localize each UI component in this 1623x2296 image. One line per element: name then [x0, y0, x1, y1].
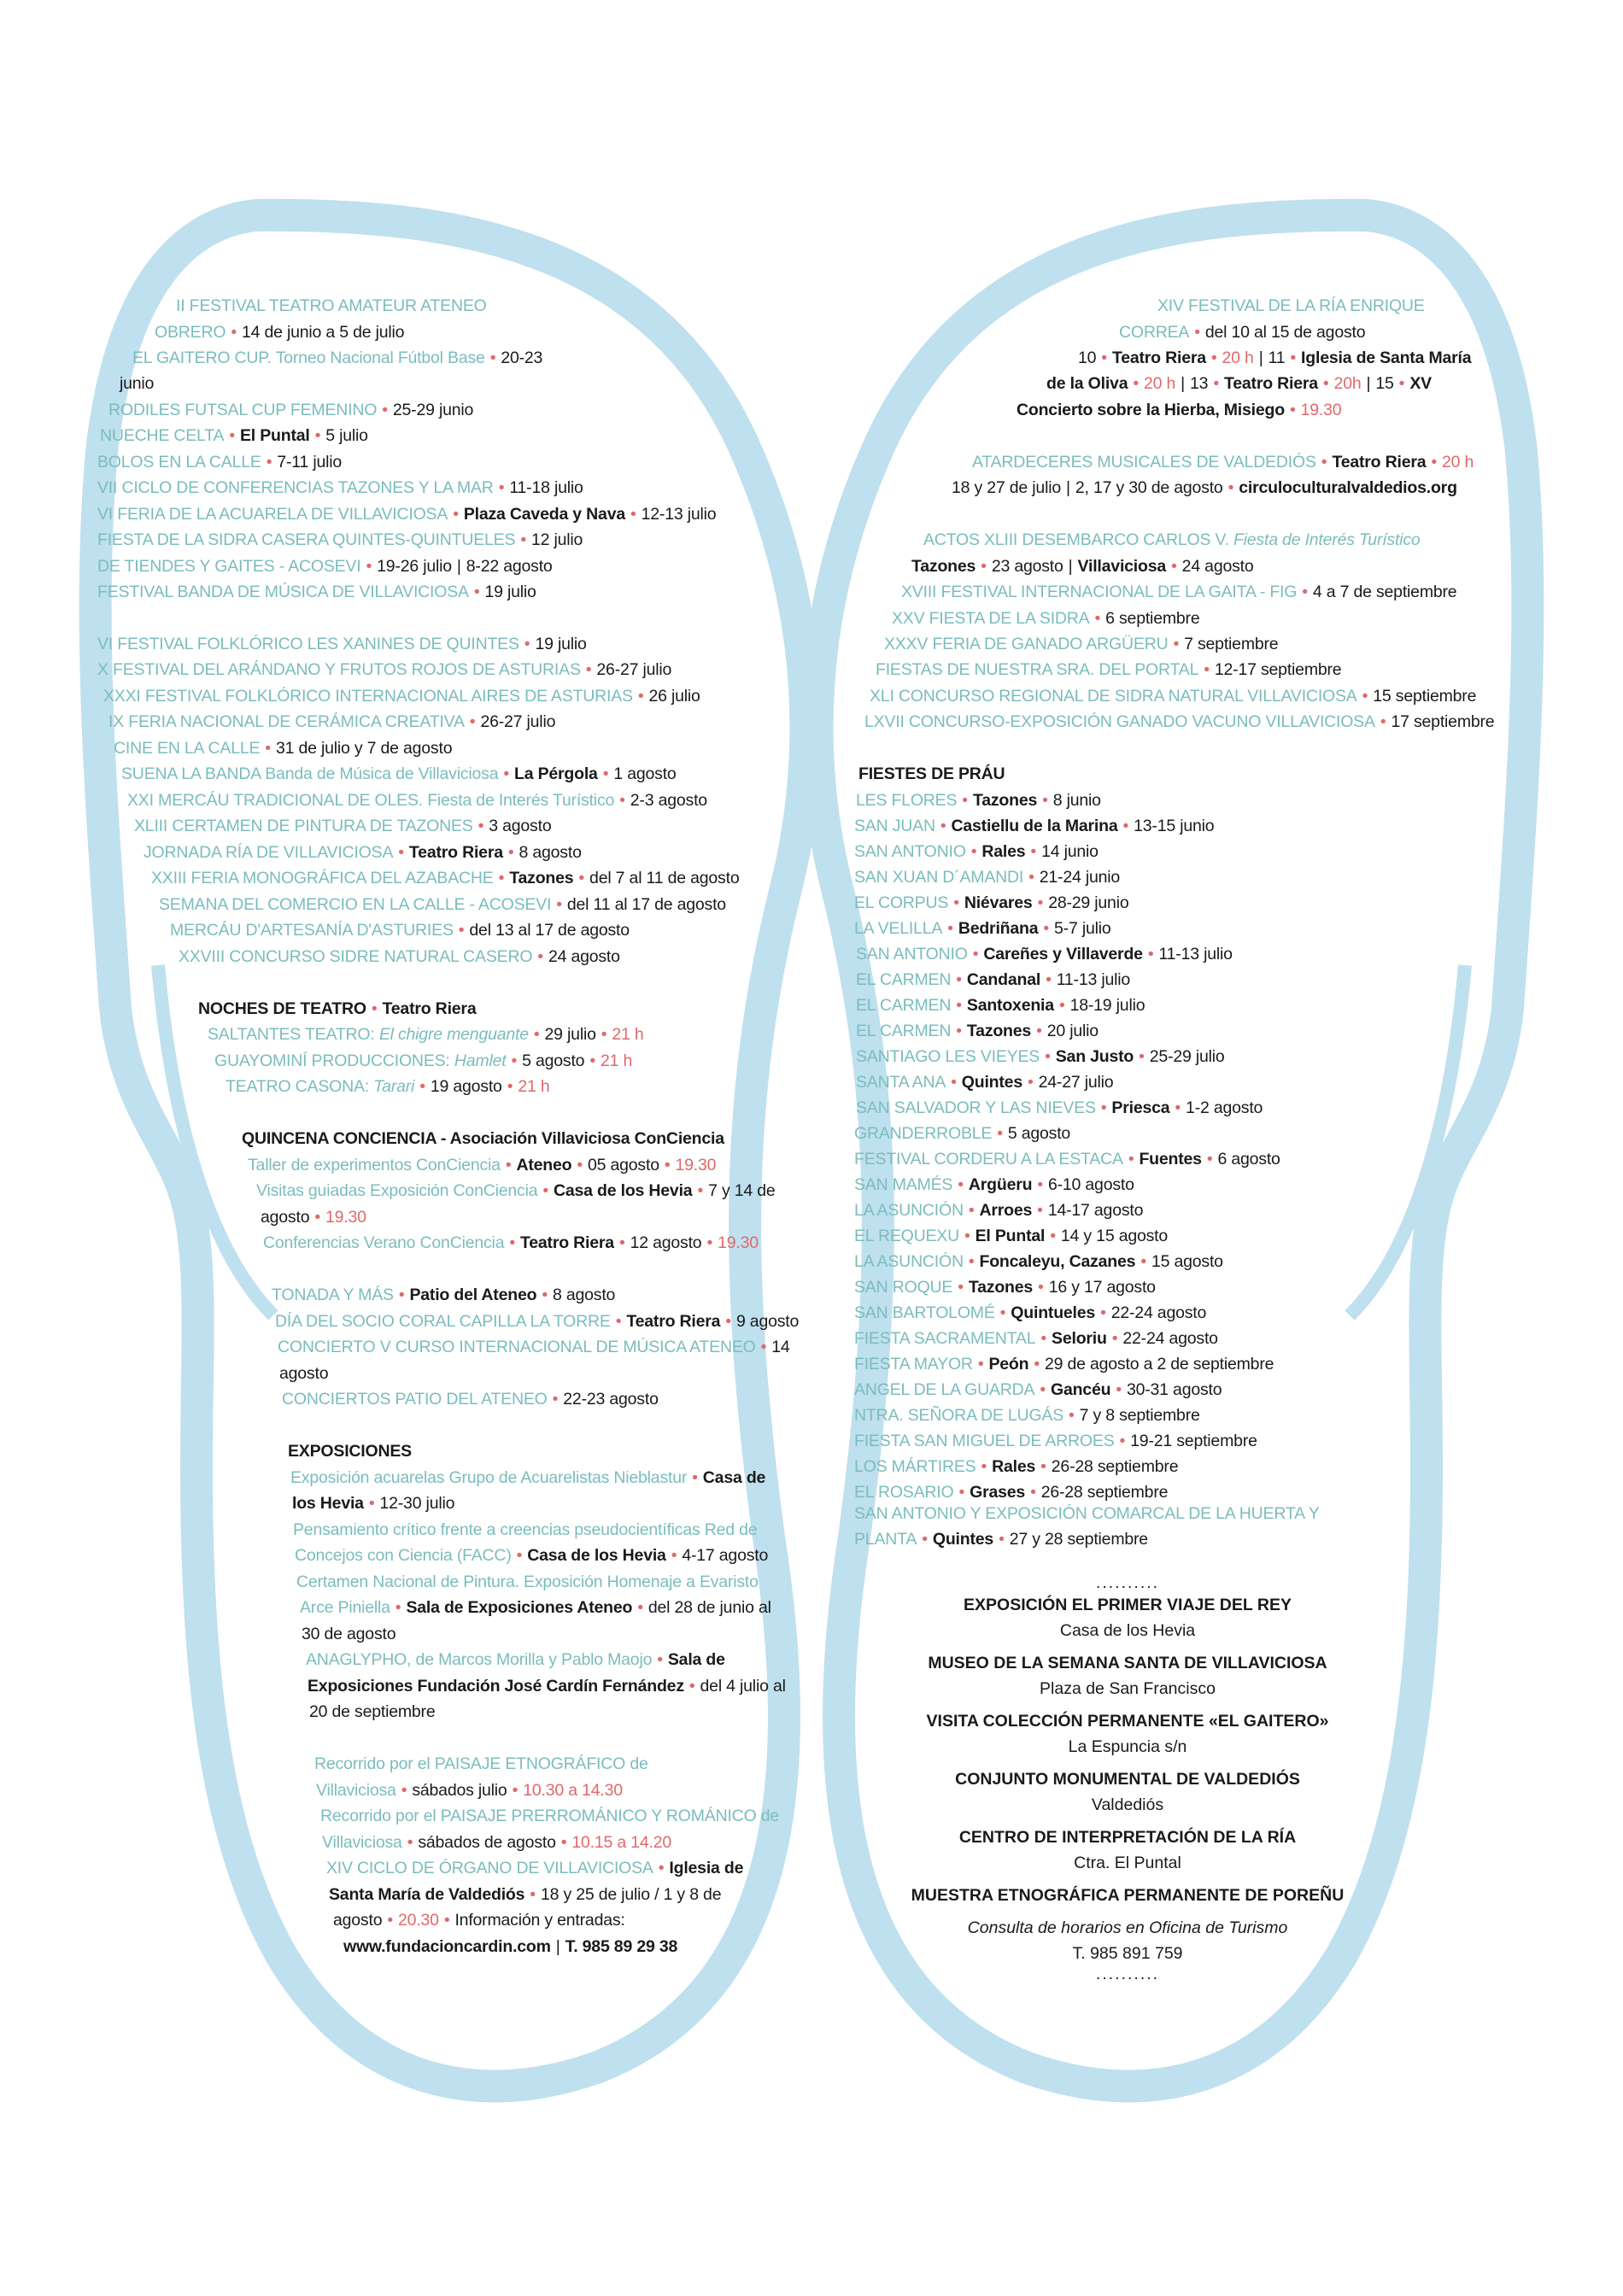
bullet: •	[947, 919, 953, 938]
event-line: Concierto sobre la Hierba, Misiego • 19.30	[1017, 401, 1342, 419]
fiesta-date: 16 y 17 agosto	[1048, 1278, 1156, 1297]
fiesta-name: FESTIVAL CORDERU A LA ESTACA	[854, 1150, 1123, 1168]
website-link[interactable]: www.fundacioncardin.com	[343, 1937, 551, 1956]
fiesta-row	[856, 1044, 1225, 1070]
event-line: Concejos con Ciencia (FACC) • Casa de los Hevia • 4-17 agosto	[295, 1546, 769, 1565]
fiesta-row	[854, 1121, 1070, 1147]
event-line: Villaviciosa • sábados de agosto • 10.15 a 14.20	[322, 1833, 672, 1852]
event-line: agosto • 19.30	[261, 1208, 366, 1227]
permanent-visits	[888, 1573, 1367, 1982]
fiesta-row	[854, 864, 1120, 891]
fiesta-row	[854, 1274, 1156, 1301]
event-line: XIV CICLO DE ÓRGANO DE VILLAVICIOSA • Iglesia de	[326, 1859, 744, 1877]
fiesta-date: 24-27 julio	[1038, 1073, 1114, 1092]
fiesta-row	[854, 1172, 1134, 1198]
fiesta-place: Quintes	[961, 1073, 1022, 1092]
fiesta-row	[854, 890, 1128, 917]
bullet: •	[1040, 1329, 1047, 1348]
fiesta-row	[854, 1300, 1206, 1327]
fiesta-name: SAN JUAN	[854, 817, 935, 835]
event-line: DÍA DEL SOCIO CORAL CAPILLA LA TORRE • Teatro Riera • 9 agosto	[275, 1312, 800, 1331]
museum-title: CENTRO DE INTERPRETACIÓN DE LA RÍA	[958, 1828, 1297, 1847]
bullet: •	[1036, 1022, 1042, 1040]
dotted-divider: ..........	[1095, 1573, 1160, 1592]
bullet: •	[968, 1252, 975, 1271]
fiesta-name: EL CARMEN	[856, 970, 952, 989]
section-heading: QUINCENA CONCIENCIA - Asociación Villaviciosa ConCiencia	[242, 1129, 724, 1148]
fiesta-name: FIESTA MAYOR	[854, 1355, 973, 1374]
museum-location: Plaza de San Francisco	[1040, 1679, 1216, 1698]
event-line: Conferencias Verano ConCiencia • Teatro Riera • 12 agosto • 19.30	[263, 1233, 759, 1252]
fiesta-row	[854, 1198, 1143, 1224]
bullet: •	[1122, 817, 1129, 835]
fiesta-date: 29 de agosto a 2 de septiembre	[1044, 1355, 1274, 1374]
bullet: •	[1030, 1483, 1036, 1502]
bullet: •	[962, 791, 968, 810]
bullet: •	[951, 1073, 957, 1092]
website-link[interactable]: circuloculturalvaldedios.org	[1239, 478, 1457, 497]
fiesta-name: SAN BARTOLOMÉ	[854, 1303, 995, 1322]
fiesta-row	[854, 1223, 1168, 1250]
event-line: SUENA LA BANDA Banda de Música de Villaviciosa • La Pérgola • 1 agosto	[121, 764, 677, 783]
fiesta-date: 14 junio	[1041, 842, 1099, 861]
bullet: •	[1045, 1047, 1051, 1066]
event-line: SALTANTES TEATRO: El chigre menguante • 29 julio • 21 h	[208, 1025, 644, 1044]
fiesta-row	[854, 1403, 1200, 1429]
bullet: •	[956, 970, 962, 989]
event-line: ACTOS XLIII DESEMBARCO CARLOS V. Fiesta de Interés Turístico	[923, 530, 1421, 549]
bullet: •	[999, 1303, 1006, 1322]
bullet: •	[1139, 1047, 1145, 1066]
bullet: •	[1116, 1380, 1122, 1399]
fiesta-name: GRANDERROBLE	[854, 1124, 993, 1143]
fiesta-row	[854, 916, 1111, 942]
museum-title: MUESTRA ETNOGRÁFICA PERMANENTE DE POREÑU	[911, 1886, 1345, 1905]
event-line: II FESTIVAL TEATRO AMATEUR ATENEO	[176, 296, 487, 315]
fiesta-place: Foncaleyu, Cazanes	[979, 1252, 1136, 1271]
event-line: TEATRO CASONA: Tarari • 19 agosto • 21 h	[226, 1077, 550, 1096]
museum-title: CONJUNTO MONUMENTAL DE VALDEDIÓS	[955, 1770, 1300, 1789]
fiesta-row	[856, 941, 1233, 968]
fiesta-name: EL CARMEN	[856, 1022, 952, 1040]
event-line: PLANTA • Quintes • 27 y 28 septiembre	[854, 1530, 1148, 1549]
bullet: •	[1069, 1406, 1075, 1425]
event-line: XVIII FESTIVAL INTERNACIONAL DE LA GAITA - FIG • 4 a 7 de septiembre	[901, 583, 1457, 601]
fiesta-place: Candanal	[966, 970, 1041, 989]
dotted-divider: ..........	[1095, 1965, 1160, 1983]
bullet: •	[956, 1022, 962, 1040]
bullet: •	[1046, 970, 1052, 989]
event-line: XXVIII CONCURSO SIDRE NATURAL CASERO • 24 agosto	[179, 947, 620, 966]
fiesta-date: 18-19 julio	[1069, 996, 1145, 1015]
event-line: BOLOS EN LA CALLE • 7-11 julio	[97, 453, 343, 472]
fiesta-row	[856, 1069, 1113, 1096]
bullet: •	[1111, 1329, 1118, 1348]
event-line: junio	[120, 374, 155, 393]
fiesta-name: LA VELILLA	[854, 919, 943, 938]
event-line: Recorrido por el PAISAJE ETNOGRÁFICO de	[314, 1754, 648, 1773]
fiesta-date: 14-17 agosto	[1047, 1201, 1144, 1220]
fiesta-place: Tazones	[968, 1278, 1034, 1297]
fiesta-date: 20 julio	[1046, 1022, 1099, 1040]
bullet: •	[1175, 1098, 1181, 1117]
event-line: RODILES FUTSAL CUP FEMENINO • 25-29 junio	[108, 401, 474, 419]
fiesta-date: 30-31 agosto	[1126, 1380, 1222, 1399]
fiesta-name: SAN XUAN D´AMANDI	[854, 868, 1024, 887]
fiesta-row	[854, 1249, 1223, 1275]
bullet: •	[972, 945, 979, 964]
fiesta-name: SANTA ANA	[856, 1073, 946, 1092]
bullet: •	[1037, 1175, 1043, 1194]
bullet: •	[1038, 1278, 1044, 1297]
event-line: LXVII CONCURSO-EXPOSICIÓN GANADO VACUNO VILLAVICIOSA • 17 septiembre	[864, 712, 1495, 731]
bullet: •	[940, 817, 946, 835]
fiesta-place: Castiellu de la Marina	[951, 817, 1118, 835]
fiesta-row	[854, 1454, 1178, 1480]
fiesta-date: 13-15 junio	[1134, 817, 1215, 835]
fiesta-date: 26-28 septiembre	[1051, 1457, 1179, 1476]
event-line: Exposición acuarelas Grupo de Acuarelistas Nieblastur • Casa de	[290, 1468, 766, 1487]
fiesta-date: 21-24 junio	[1039, 868, 1121, 887]
fiesta-row	[854, 839, 1099, 865]
fiesta-date: 15 agosto	[1151, 1252, 1223, 1271]
fiesta-name: SANTIAGO LES VIEYES	[856, 1047, 1040, 1066]
fiesta-place: Seloriu	[1052, 1329, 1107, 1348]
fiesta-row	[854, 813, 1214, 840]
fiesta-name: SAN SALVADOR Y LAS NIEVES	[856, 1098, 1096, 1117]
fiesta-place: Priesca	[1111, 1098, 1170, 1117]
fiesta-name: FIESTA SAN MIGUEL DE ARROES	[854, 1432, 1115, 1450]
museum-location: Valdediós	[1091, 1795, 1164, 1814]
fiesta-place: Argüeru	[968, 1175, 1033, 1194]
event-line: 10 • Teatro Riera • 20 h | 11 • Iglesia de Santa María	[1078, 348, 1472, 367]
bullet: •	[1034, 1355, 1040, 1374]
event-line: FIESTAS DE NUESTRA SRA. DEL PORTAL • 12-17 septiembre	[876, 660, 1342, 679]
event-line: IX FERIA NACIONAL DE CERÁMICA CREATIVA • 26-27 julio	[108, 712, 556, 731]
bullet: •	[1050, 1227, 1056, 1245]
event-line: agosto • 20.30 • Información y entradas:	[333, 1911, 625, 1930]
event-line: los Hevia • 12-30 julio	[292, 1494, 455, 1513]
bullet: •	[1042, 791, 1048, 810]
bullet: •	[981, 1457, 987, 1476]
fiesta-name: LES FLORES	[856, 791, 958, 810]
bullet: •	[1100, 1098, 1107, 1117]
event-line: Exposiciones Fundación José Cardín Fernández • del 4 julio al	[308, 1677, 786, 1696]
fiesta-name: EL REQUEXU	[854, 1227, 959, 1245]
bullet: •	[1037, 1201, 1043, 1220]
fiesta-date: 6 agosto	[1217, 1150, 1280, 1168]
fiesta-place: Santoxenia	[966, 996, 1054, 1015]
bullet: •	[1119, 1432, 1126, 1450]
fiesta-name: EL CORPUS	[854, 893, 949, 912]
event-line: www.fundacioncardin.com | T. 985 89 29 38	[343, 1937, 678, 1956]
event-line: XXXV FERIA DE GANADO ARGÜERU • 7 septiembre	[884, 635, 1279, 653]
event-line: Villaviciosa • sábados julio • 10.30 a 14.30	[316, 1781, 623, 1800]
event-line: 18 y 27 de julio | 2, 17 y 30 de agosto • circuloculturalvaldedios.org	[952, 478, 1457, 497]
event-line: VI FESTIVAL FOLKLÓRICO LES XANINES DE QUINTES • 19 julio	[97, 635, 587, 653]
fiesta-row	[854, 1146, 1280, 1173]
fiesta-place: Quintueles	[1011, 1303, 1096, 1322]
fiesta-date: 8 junio	[1052, 791, 1101, 810]
event-line: Certamen Nacional de Pintura. Exposición Homenaje a Evaristo	[296, 1573, 759, 1591]
event-line: ATARDECERES MUSICALES DE VALDEDIÓS • Teatro Riera • 20 h	[972, 453, 1474, 472]
event-line: XXIII FERIA MONOGRÁFICA DEL AZABACHE • Tazones • del 7 al 11 de agosto	[151, 869, 740, 887]
fiesta-date: 11-13 julio	[1158, 945, 1233, 964]
fiesta-place: Peón	[988, 1355, 1029, 1374]
fiesta-place: Rales	[992, 1457, 1036, 1476]
bullet: •	[1040, 1457, 1046, 1476]
event-line: Santa María de Valdediós • 18 y 25 de julio / 1 y 8 de	[329, 1885, 722, 1904]
fiesta-name: SAN ROQUE	[854, 1278, 953, 1297]
fiesta-place: Tazones	[966, 1022, 1032, 1040]
fiesta-place: Careñes y Villaverde	[983, 945, 1143, 964]
section-heading: NOCHES DE TEATRO • Teatro Riera	[198, 999, 477, 1018]
event-line: agosto	[279, 1364, 329, 1383]
event-line: TONADA Y MÁS • Patio del Ateneo • 8 agosto	[272, 1286, 616, 1304]
bullet: •	[997, 1124, 1003, 1143]
museum-title: VISITA COLECCIÓN PERMANENTE «EL GAITERO»	[926, 1712, 1329, 1731]
bullet: •	[953, 893, 959, 912]
event-line: Tazones • 23 agosto | Villaviciosa • 24 agosto	[911, 557, 1254, 576]
event-line: EL GAITERO CUP. Torneo Nacional Fútbol Base • 20-23	[132, 348, 543, 367]
event-line: Visitas guiadas Exposición ConCiencia • Casa de los Hevia • 7 y 14 de	[256, 1181, 776, 1200]
fiesta-row	[854, 1428, 1257, 1455]
event-line: SAN ANTONIO Y EXPOSICIÓN COMARCAL DE LA HUERTA Y	[854, 1504, 1320, 1523]
event-line: X FESTIVAL DEL ARÁNDANO Y FRUTOS ROJOS DE ASTURIAS • 26-27 julio	[97, 660, 672, 679]
event-line: JORNADA RÍA DE VILLAVICIOSA • Teatro Riera • 8 agosto	[144, 843, 582, 862]
fiesta-name: ANGEL DE LA GUARDA	[854, 1380, 1035, 1399]
event-line: DE TIENDES Y GAITES - ACOSEVI • 19-26 julio | 8-22 agosto	[97, 557, 553, 576]
tourism-phone: T. 985 891 759	[1072, 1944, 1183, 1963]
event-line: 30 de agosto	[302, 1625, 396, 1643]
bullet: •	[1147, 945, 1154, 964]
fiesta-name: FIESTA SACRAMENTAL	[854, 1329, 1036, 1348]
fiesta-place: San Justo	[1055, 1047, 1134, 1066]
fiesta-row	[856, 967, 1130, 993]
bullet: •	[1030, 842, 1037, 861]
consult-note: Consulta de horarios en Oficina de Turismo	[967, 1918, 1288, 1937]
event-line: Arce Piniella • Sala de Exposiciones Ateneo • del 28 de junio al	[300, 1598, 771, 1617]
bullet: •	[1140, 1252, 1146, 1271]
bullet: •	[1128, 1150, 1134, 1168]
fiesta-name: SAN ANTONIO	[854, 842, 966, 861]
event-line: FIESTA DE LA SIDRA CASERA QUINTES-QUINTUELES • 12 julio	[97, 530, 583, 549]
bullet: •	[1037, 893, 1044, 912]
fiesta-place: Grases	[970, 1483, 1026, 1502]
bullet: •	[1028, 868, 1034, 887]
fiesta-place: Rales	[981, 842, 1026, 861]
event-line: CORREA • del 10 al 15 de agosto	[1119, 323, 1366, 342]
fiesta-date: 5 agosto	[1007, 1124, 1071, 1143]
event-line: de la Oliva • 20 h | 13 • Teatro Riera • 20h | 15 • XV	[1046, 374, 1432, 393]
fiesta-date: 26-28 septiembre	[1040, 1483, 1169, 1502]
fiesta-place: Bedriñana	[958, 919, 1039, 938]
event-line: CONCIERTO V CURSO INTERNACIONAL DE MÚSICA ATENEO • 14	[278, 1338, 790, 1356]
fiesta-date: 28-29 junio	[1048, 893, 1129, 912]
bullet: •	[1206, 1150, 1213, 1168]
fiesta-name: SAN MAMÉS	[854, 1175, 953, 1194]
bullet: •	[956, 996, 962, 1015]
museum-title: MUSEO DE LA SEMANA SANTA DE VILLAVICIOSA	[928, 1654, 1327, 1672]
fiesta-place: El Puntal	[975, 1227, 1046, 1245]
bullet: •	[977, 1355, 984, 1374]
section-heading: EXPOSICIONES	[288, 1442, 412, 1461]
event-line: XXV FIESTA DE LA SIDRA • 6 septiembre	[892, 609, 1200, 628]
fiesta-place: Fuentes	[1139, 1150, 1202, 1168]
fiesta-row	[856, 1095, 1263, 1122]
fiesta-date: 22-24 agosto	[1122, 1329, 1218, 1348]
fiesta-name: EL ROSARIO	[854, 1483, 954, 1502]
fiesta-name: EL CARMEN	[856, 996, 952, 1015]
bullet: •	[958, 1483, 965, 1502]
event-line: NUECHE CELTA • El Puntal • 5 julio	[100, 426, 368, 445]
event-line: MERCÁU D'ARTESANÍA D'ASTURIES • del 13 al 17 de agosto	[170, 921, 630, 940]
fiesta-date: 11-13 julio	[1056, 970, 1131, 989]
event-line: XLI CONCURSO REGIONAL DE SIDRA NATURAL VILLAVICIOSA • 15 septiembre	[870, 687, 1477, 706]
event-line: VII CICLO DE CONFERENCIAS TAZONES Y LA MAR • 11-18 julio	[97, 478, 583, 497]
bullet: •	[1058, 996, 1065, 1015]
fiesta-place: Tazones	[972, 791, 1038, 810]
bullet: •	[970, 842, 977, 861]
event-line: XLIII CERTAMEN DE PINTURA DE TAZONES • 3 agosto	[134, 817, 552, 835]
museum-title: EXPOSICIÓN EL PRIMER VIAJE DEL REY	[964, 1596, 1292, 1614]
event-line: XIV FESTIVAL DE LA RÍA ENRIQUE	[1157, 296, 1425, 315]
fiesta-row	[854, 1351, 1274, 1378]
fiesta-date: 5-7 julio	[1054, 919, 1111, 938]
museum-location: La Espuncia s/n	[1068, 1737, 1187, 1756]
fiesta-date: 6-10 agosto	[1047, 1175, 1134, 1194]
bullet: •	[964, 1227, 970, 1245]
event-line: XXXI FESTIVAL FOLKLÓRICO INTERNACIONAL AIRES DE ASTURIAS • 26 julio	[103, 687, 700, 706]
event-line: 20 de septiembre	[309, 1702, 436, 1721]
bullet: •	[1043, 919, 1050, 938]
fiesta-name: NTRA. SEÑORA DE LUGÁS	[854, 1406, 1064, 1425]
event-line: Pensamiento crítico frente a creencias pseudocientíficas Red de	[293, 1520, 758, 1539]
bullet: •	[1040, 1380, 1046, 1399]
fiesta-date: 14 y 15 agosto	[1060, 1227, 1169, 1245]
bullet: •	[958, 1278, 964, 1297]
bullet: •	[968, 1201, 975, 1220]
fiesta-name: LA ASUNCIÓN	[854, 1252, 964, 1271]
fiesta-name: LA ASUNCIÓN	[854, 1201, 964, 1220]
bullet: •	[958, 1175, 964, 1194]
fiesta-name: SAN ANTONIO	[856, 945, 968, 964]
section-heading: FIESTES DE PRÁU	[858, 764, 1005, 783]
event-line: Taller de experimentos ConCiencia • Ateneo • 05 agosto • 19.30	[248, 1156, 717, 1174]
fiesta-place: Arroes	[979, 1201, 1033, 1220]
fiesta-date: 1-2 agosto	[1186, 1098, 1263, 1117]
bullet: •	[1027, 1073, 1034, 1092]
fiesta-date: 7 y 8 septiembre	[1079, 1406, 1200, 1425]
event-line: FESTIVAL BANDA DE MÚSICA DE VILLAVICIOSA • 19 julio	[97, 583, 536, 601]
fiesta-date: 25-29 julio	[1149, 1047, 1225, 1066]
event-line: SEMANA DEL COMERCIO EN LA CALLE - ACOSEVI • del 11 al 17 de agosto	[159, 895, 726, 914]
fiesta-name: LOS MÁRTIRES	[854, 1457, 976, 1476]
bullet: •	[1100, 1303, 1106, 1322]
museum-location: Ctra. El Puntal	[1074, 1854, 1181, 1872]
event-line: CINE EN LA CALLE • 31 de julio y 7 de agosto	[114, 739, 453, 758]
event-line: Recorrido por el PAISAJE PRERROMÁNICO Y ROMÁNICO de	[320, 1807, 780, 1825]
fiesta-row	[856, 788, 1101, 814]
fiesta-row	[856, 993, 1145, 1019]
fiesta-row	[854, 1377, 1222, 1403]
fiesta-date: 19-21 septiembre	[1130, 1432, 1257, 1450]
fiesta-place: Gancéu	[1050, 1380, 1111, 1399]
fiesta-row	[856, 1018, 1099, 1045]
event-line: GUAYOMINÍ PRODUCCIONES: Hamlet • 5 agosto • 21 h	[214, 1051, 633, 1070]
event-line: ANAGLYPHO, de Marcos Morilla y Pablo Maojo • Sala de	[306, 1650, 725, 1669]
event-line: CONCIERTOS PATIO DEL ATENEO • 22-23 agosto	[282, 1390, 659, 1409]
event-line: VI FERIA DE LA ACUARELA DE VILLAVICIOSA • Plaza Caveda y Nava • 12-13 julio	[97, 505, 717, 524]
fiesta-date: 22-24 agosto	[1110, 1303, 1207, 1322]
fiesta-row	[854, 1326, 1218, 1352]
event-line: XXI MERCÁU TRADICIONAL DE OLES. Fiesta de Interés Turístico • 2-3 agosto	[127, 791, 707, 810]
event-line: OBRERO • 14 de junio a 5 de julio	[155, 323, 405, 342]
fiesta-place: Niévares	[964, 893, 1033, 912]
museum-location: Casa de los Hevia	[1059, 1621, 1196, 1640]
